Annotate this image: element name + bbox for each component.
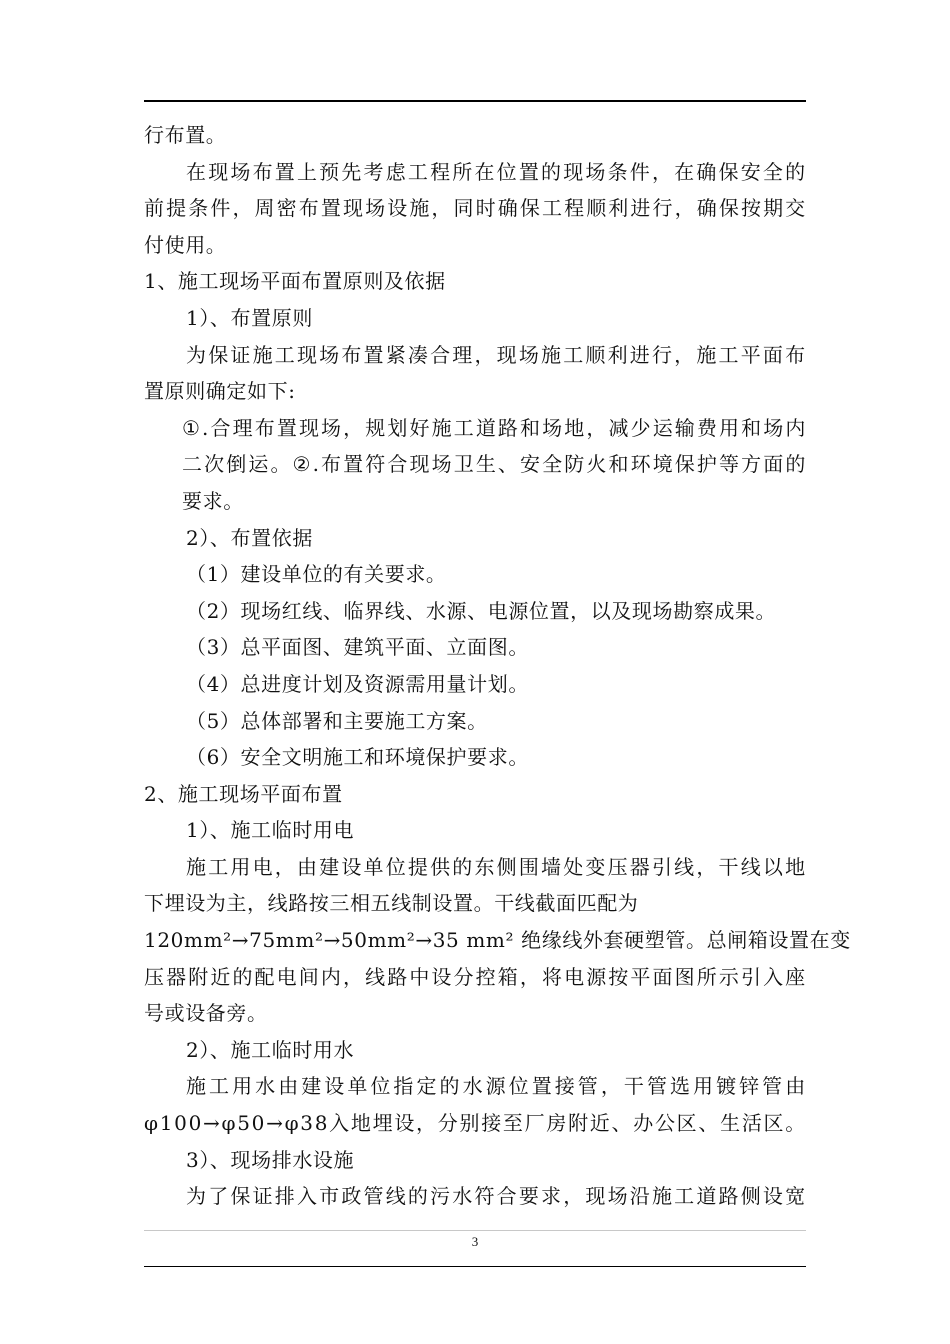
paragraph-line: 为 了 保 证 排 入 市 政 管 线 的 污 水 符 合 要 求 ， 现 场 沿 施 工 道 路 侧 设 宽 <box>186 1184 806 1209</box>
paragraph-line: 施 工 用 水 由 建 设 单 位 指 定 的 水 源 位 置 接 管 ， 干 管 选 用 镀 锌 管 由 <box>186 1074 806 1099</box>
paragraph-line: 施 工 用 电 ， 由 建 设 单 位 提 供 的 东 侧 围 墙 处 变 压 器 引 线 ， 干 线 以 地 <box>186 854 806 879</box>
list-item: 要求。 <box>182 488 244 513</box>
paragraph-line: 压 器 附 近 的 配 电 间 内 ， 线 路 中 设 分 控 箱 ， 将 电 源 按 平 面 图 所 示 引 入 座 <box>144 964 806 989</box>
subsection-heading: 1）、施工临时用电 <box>186 818 355 843</box>
list-item: （6）安全文明施工和环境保护要求。 <box>186 745 529 770</box>
document-body <box>144 117 851 1215</box>
list-item: 二 次 倒 运 。 ② . 布 置 符 合 现 场 卫 生 、 安 全 防 火 和 环 境 保 护 等 方 面 的 <box>182 452 806 477</box>
paragraph-line: 前 提 条 件 ， 周 密 布 置 现 场 设 施 ， 同 时 确 保 工 程 顺 利 进 行 ， 确 保 按 期 交 <box>144 196 806 221</box>
paragraph-line: 为 保 证 施 工 现 场 布 置 紧 凑 合 理 ， 现 场 施 工 顺 利 进 行 ， 施 工 平 面 布 <box>186 342 806 367</box>
paragraph-line: 行布置。 <box>144 123 227 147</box>
paragraph-line: φ 1 0 0 → φ 5 0 → φ 3 8 入 地 埋 设 ， 分 别 接 至 厂 房 附 近 、 办 公 区 、 生 活 区 。 <box>144 1111 806 1136</box>
subsection-heading: 1）、布置原则 <box>186 305 313 330</box>
list-item: （1）建设单位的有关要求。 <box>186 562 447 587</box>
header-rule <box>144 100 806 102</box>
paragraph-line: 在 现 场 布 置 上 预 先 考 虑 工 程 所 在 位 置 的 现 场 条 件 ， 在 确 保 安 全 的 <box>186 159 806 184</box>
section-heading: 1、施工现场平面布置原则及依据 <box>144 269 446 294</box>
subsection-heading: 3）、现场排水设施 <box>186 1147 355 1172</box>
subsection-heading: 2）、布置依据 <box>186 525 313 550</box>
section-heading: 2、施工现场平面布置 <box>144 781 343 806</box>
footer-divider <box>144 1230 806 1231</box>
list-item: （2）现场红线、临界线、水源、电源位置，以及现场勘察成果。 <box>186 598 777 623</box>
paragraph-line: 下埋设为主，线路按三相五线制设置。干线截面匹配为 <box>144 891 639 916</box>
subsection-heading: 2）、施工临时用水 <box>186 1037 355 1062</box>
paragraph-line: 1 2 0 m m ² → 7 5 m m ² → 5 0 m m ² → 3 5 m m ² 绝 缘 线 外 套 硬 塑 管 。 总 闸 箱 设 置 在 变 <box>144 928 851 953</box>
page-number: 3 <box>471 1234 479 1249</box>
list-item: （3）总平面图、建筑平面、立面图。 <box>186 635 529 660</box>
paragraph-line: 号或设备旁。 <box>144 1001 268 1026</box>
list-item: （4）总进度计划及资源需用量计划。 <box>186 671 529 696</box>
list-item: ① . 合 理 布 置 现 场 ， 规 划 好 施 工 道 路 和 场 地 ， 减 少 运 输 费 用 和 场 内 <box>182 415 806 440</box>
footer-rule <box>144 1266 806 1267</box>
paragraph-line: 付使用。 <box>144 232 227 257</box>
paragraph-line: 置原则确定如下: <box>144 379 296 404</box>
list-item: （5）总体部署和主要施工方案。 <box>186 708 488 733</box>
